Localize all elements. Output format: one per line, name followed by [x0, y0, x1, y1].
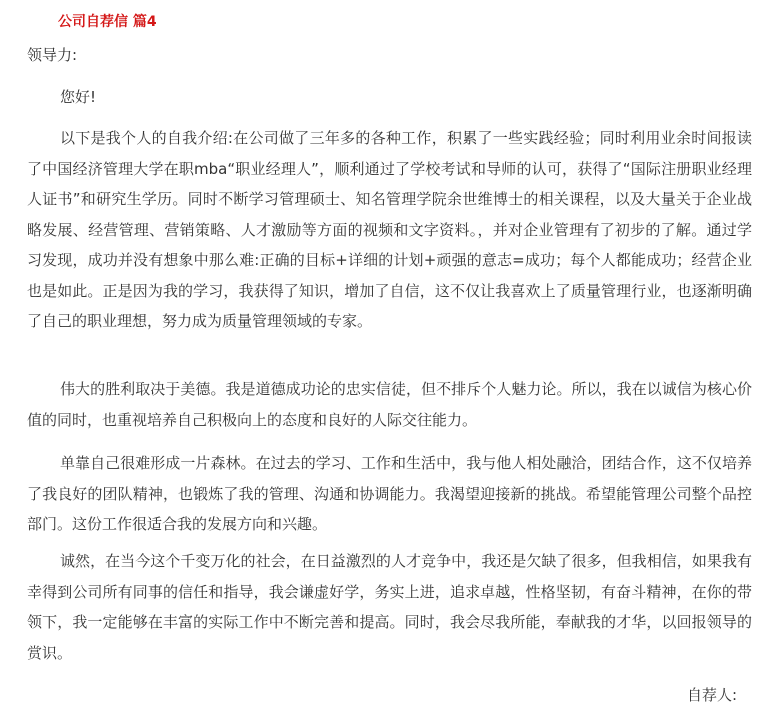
signature-line: 自荐人: [686, 686, 737, 704]
paragraph-virtue: 伟大的胜利取决于美德。我是道德成功论的忠实信徒，但不排斥个人魅力论。所以，我在以诚信为核心价值的同时，也重视培养自己积极向上的态度和良好的人际交往能力。 [27, 380, 752, 429]
salutation: 领导力: [27, 46, 78, 64]
document-title: 公司自荐信 篇4 [58, 14, 157, 30]
greeting: 您好! [60, 88, 97, 106]
paragraph-introduction: 以下是我个人的自我介绍:在公司做了三年多的各种工作，积累了一些实践经验；同时利用业余时间报读了中国经济管理大学在职mba“职业经理人”，顺利通过了学校考试和导师的认可，获得了“国际注册职业经理人证书”和研究生学历。同时不断学习管理硕士、知名管理学院余世维博士的相关课程，以及大量关于企业战略发展、经营管理、营销策略、人才激励等方面的视频和文字资料。，并对企业管理有了初步的了解。通过学习发现，成功并没有想象中那么难:正确的目标+详细的计划+顽强的意志=成功；每个人都能成功；经营企业也是如此。正是因为我的学习，我获得了知识，增加了自信，这不仅让我喜欢上了质量管理行业，也逐渐明确了自己的职业理想，努力成为质量管理领域的专家。 [27, 129, 752, 330]
paragraph-closing: 诚然，在当今这个千变万化的社会，在日益激烈的人才竞争中，我还是欠缺了很多，但我相信，如果我有幸得到公司所有同事的信任和指导，我会谦虚好学，务实上进，追求卓越，性格坚韧，有奋斗精神，在你的带领下，我一定能够在丰富的实际工作中不断完善和提高。同时，我会尽我所能，奉献我的才华，以回报领导的赏识。 [27, 552, 752, 662]
paragraph-teamwork: 单靠自己很难形成一片森林。在过去的学习、工作和生活中，我与他人相处融洽，团结合作，这不仅培养了我良好的团队精神，也锻炼了我的管理、沟通和协调能力。我渴望迎接新的挑战。希望能管理公司整个品控部门。这份工作很适合我的发展方向和兴趣。 [27, 454, 752, 533]
